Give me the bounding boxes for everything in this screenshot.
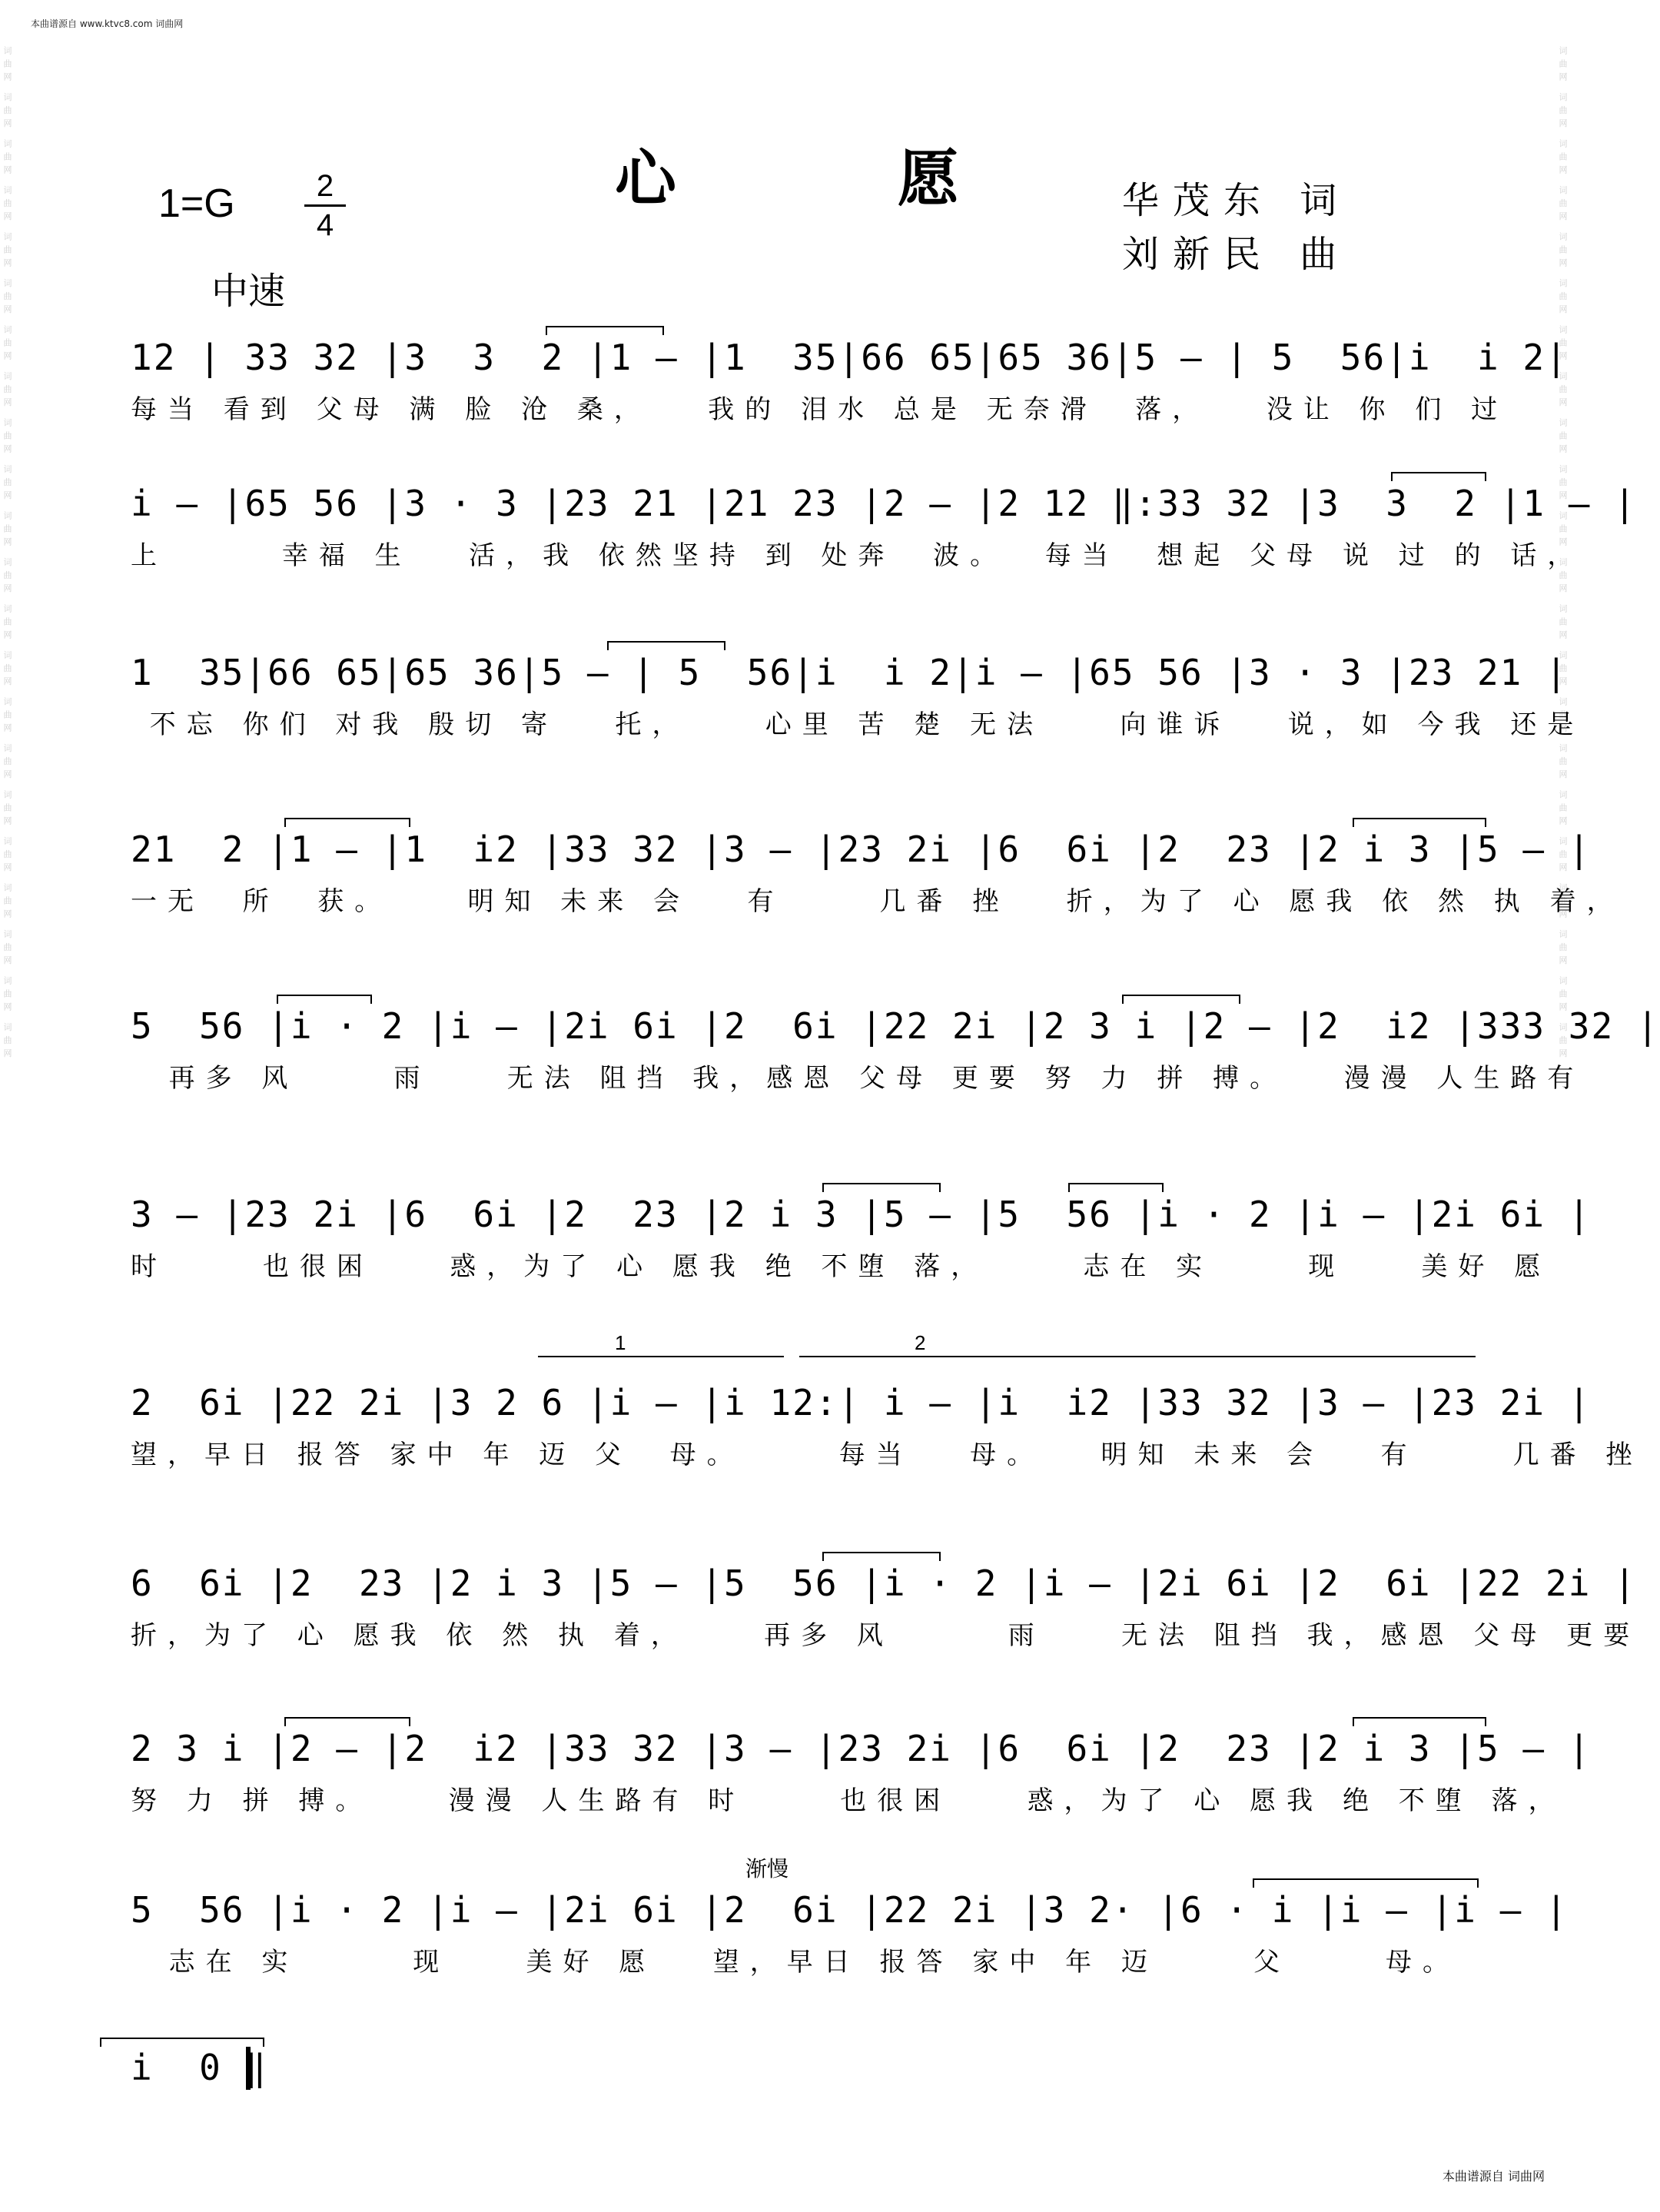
song-title: 心 愿 [615, 143, 1059, 214]
volta-1-bracket [538, 1356, 784, 1357]
tie-mark [277, 995, 372, 1004]
tie-mark [822, 1552, 941, 1561]
notation-line: 6 6i |2 23 |2 i 3 |5 — |5 56 |i · 2 |i — |2i 6i |2 6i |22 2i | [131, 1563, 1637, 1604]
volta-2-bracket [799, 1356, 1476, 1357]
tie-mark [546, 326, 664, 335]
meter-denominator: 4 [316, 208, 334, 242]
lyric-line: 一无 所 获。 明知 未来 会 有 几番 挫 折，为了 心 愿我 依 然 执 着， [131, 886, 1624, 917]
left-watermark: 词曲网 词曲网 词曲网 词曲网 词曲网 词曲网 词曲网 词曲网 词曲网 词曲网 词曲网 词曲网 词曲网 词曲网 词曲网 词曲网 词曲网 词曲网 词曲网 词曲网 词曲网 词曲网 [2, 46, 12, 1062]
meter-bar [304, 204, 346, 207]
notation-line: 3 — |23 2i |6 6i |2 23 |2 i 3 |5 — |5 56 |i · 2 |i — |2i 6i | [131, 1194, 1592, 1235]
key-signature: 1=G [158, 181, 235, 226]
notation-line: 5 56 |i · 2 |i — |2i 6i |2 6i |22 2i |3 2· |6 · i |i — |i — | [131, 1889, 1569, 1931]
source-note-top: 本曲谱源自 www.ktvc8.com 词曲网 [31, 18, 184, 29]
lyric-line: 折，为了 心 愿我 依 然 执 着， 再多 风 雨 无法 阻挡 我，感恩 父母 更要 [131, 1620, 1641, 1651]
lyricist-credit: 华茂东 词 [1122, 179, 1351, 222]
lyric-line: 望，早日 报答 家中 年 迈 父 母。 每当 母。 明知 未来 会 有 几番 挫 [131, 1440, 1643, 1470]
tie-mark [607, 641, 725, 650]
notation-line: 12 | 33 32 |3 3 2 |1 — |1 35|66 65|65 36|5 — | 5 56|i i 2| [131, 337, 1569, 378]
meter-numerator: 2 [316, 169, 334, 203]
tie-mark [1122, 995, 1240, 1004]
tempo-change-marking: 渐慢 [745, 1856, 789, 1882]
volta-2-label: 2 [915, 1331, 926, 1354]
lyric-line: 上 幸福 生 活，我 依然坚持 到 处奔 波。 每当 想起 父母 说 过 的 话， [131, 540, 1585, 571]
notation-line: 2 6i |22 2i |3 2 6 |i — |i 12:| i — |i i2 |33 32 |3 — |23 2i | [131, 1382, 1592, 1423]
tie-mark [1353, 1717, 1486, 1726]
lyric-line: 时 也很困 惑，为了 心 愿我 绝 不堕 落， 志在 实 现 美好 愿 [131, 1251, 1552, 1282]
source-note-bottom: 本曲谱源自 词曲网 [1442, 2169, 1545, 2184]
notation-line: 1 35|66 65|65 36|5 — | 5 56|i i 2|i — |65 56 |3 · 3 |23 21 | [131, 652, 1569, 693]
notation-line: i 0 ‖ [131, 2047, 268, 2088]
time-signature [304, 169, 346, 242]
lyric-line: 努 力 拼 搏。 漫漫 人生路有 时 也很困 惑，为了 心 愿我 绝 不堕 落， [131, 1785, 1565, 1816]
lyric-line: 志在 实 现 美好 愿 望，早日 报答 家中 年 迈 父 母。 [131, 1947, 1460, 1978]
notation-line: 21 2 |1 — |1 i2 |33 32 |3 — |23 2i |6 6i |2 23 |2 i 3 |5 — | [131, 829, 1592, 870]
lyric-line: 不忘 你们 对我 殷切 寄 托， 心里 苦 楚 无法 向谁诉 说，如 今我 还是 [131, 709, 1585, 740]
tie-mark [822, 1183, 941, 1192]
tie-mark [1391, 472, 1486, 481]
tempo-marking: 中速 [211, 270, 286, 313]
notation-line: 2 3 i |2 — |2 i2 |33 32 |3 — |23 2i |6 6i |2 23 |2 i 3 |5 — | [131, 1728, 1592, 1769]
composer-credit: 刘新民 曲 [1122, 233, 1351, 276]
tie-mark [284, 1717, 410, 1726]
lyric-line: 再多 风 雨 无法 阻挡 我，感恩 父母 更要 努 力 拼 搏。 漫漫 人生路有 [131, 1063, 1585, 1094]
notation-line: 5 56 |i · 2 |i — |2i 6i |2 6i |22 2i |2 3 i |2 — |2 i2 |333 32 | [131, 1005, 1660, 1047]
tie-mark [284, 818, 410, 827]
volta-1-label: 1 [615, 1331, 626, 1354]
lyric-line: 每当 看到 父母 满 脸 沧 桑， 我的 泪水 总是 无奈滑 落， 没让 你 们 过 [131, 394, 1509, 425]
tie-mark [1353, 818, 1486, 827]
tie-mark [1253, 1878, 1479, 1888]
notation-line: i — |65 56 |3 · 3 |23 21 |21 23 |2 — |2 12 ‖:33 32 |3 3 2 |1 — | [131, 483, 1637, 524]
tie-mark [1068, 1183, 1164, 1192]
final-barline [246, 2047, 251, 2090]
right-watermark: 词曲网 词曲网 词曲网 词曲网 词曲网 词曲网 词曲网 词曲网 词曲网 词曲网 词曲网 词曲网 词曲网 词曲网 词曲网 词曲网 词曲网 词曲网 词曲网 词曲网 词曲网 词曲网 [1558, 46, 1568, 1062]
